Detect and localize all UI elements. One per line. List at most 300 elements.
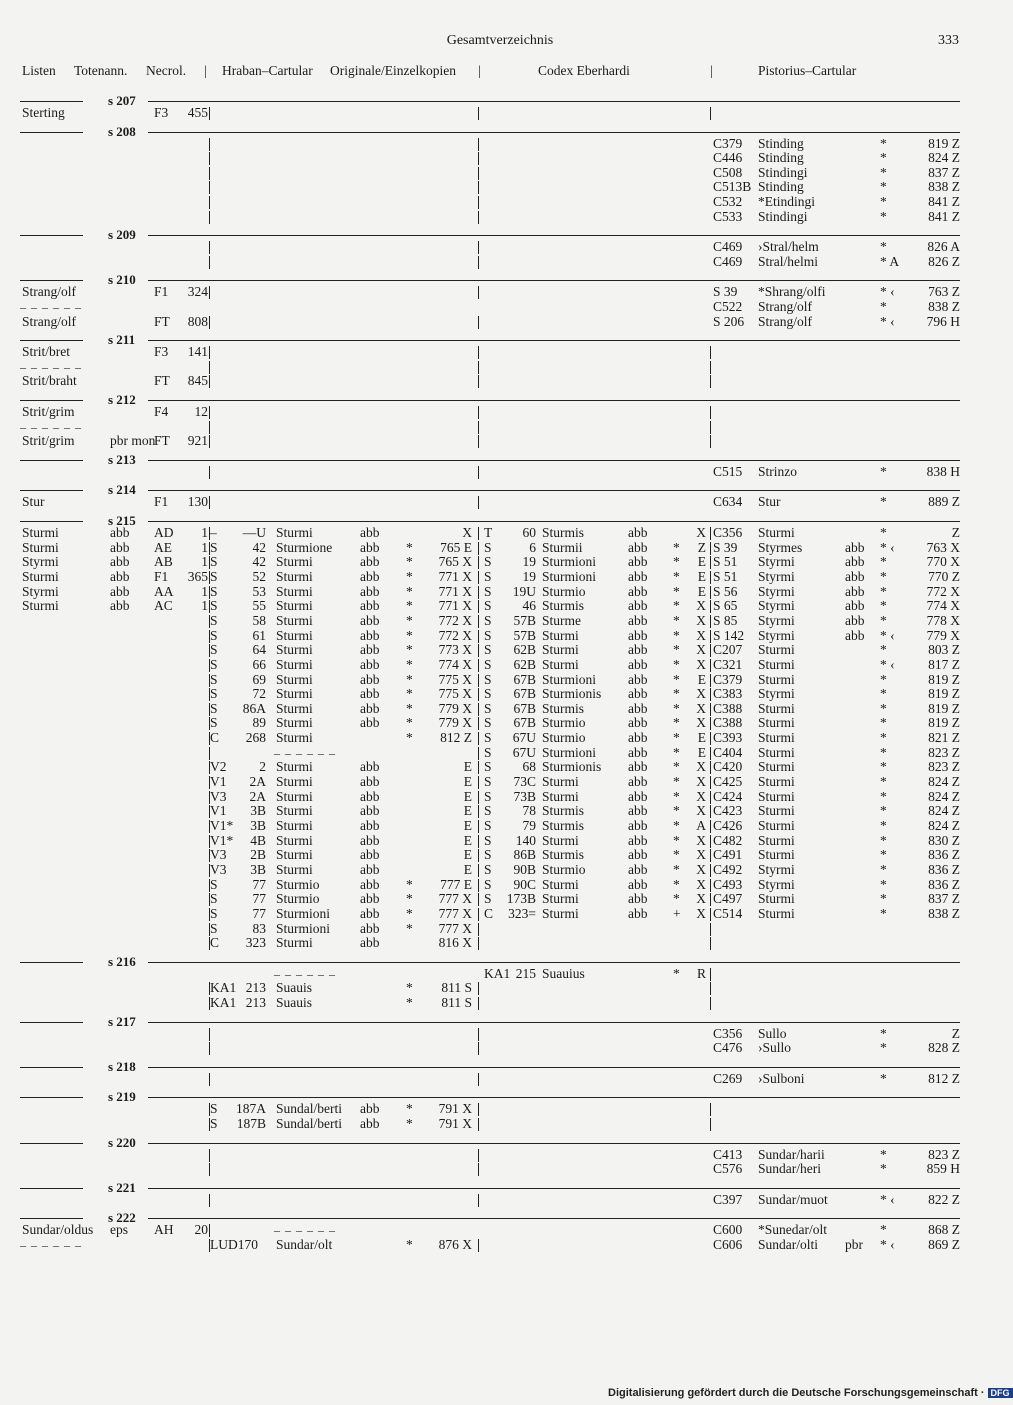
column-separator bbox=[209, 791, 210, 804]
hraban-name: Sturmi bbox=[276, 612, 313, 628]
eberhardi-qualifier: abb bbox=[628, 818, 648, 833]
column-separator bbox=[710, 937, 711, 950]
eberhardi-qualifier: abb bbox=[628, 554, 648, 570]
eberhardi-code: E bbox=[697, 568, 706, 584]
hraban-date: 779 X bbox=[438, 700, 472, 716]
column-separator bbox=[478, 615, 479, 628]
eberhardi-star: * bbox=[673, 598, 680, 614]
column-separator bbox=[478, 908, 479, 921]
table-row bbox=[0, 420, 1000, 434]
divider-dash bbox=[20, 1022, 83, 1023]
pistorius-name: Styrmi bbox=[758, 612, 795, 628]
column-separator bbox=[209, 496, 210, 509]
pistorius-date: 841 Z bbox=[928, 208, 960, 224]
eberhardi-code: X bbox=[696, 700, 706, 716]
hraban-prefix: S bbox=[210, 905, 218, 921]
column-separator bbox=[478, 256, 479, 269]
pistorius-name: Sturmi bbox=[758, 671, 795, 687]
hraban-star: * bbox=[406, 1237, 413, 1253]
eberhardi-prefix: S bbox=[484, 803, 492, 819]
pistorius-date: 763 Z bbox=[928, 284, 960, 300]
hraban-number: 64 bbox=[252, 642, 266, 658]
column-separator bbox=[209, 571, 210, 584]
column-separator bbox=[710, 893, 711, 906]
eberhardi-star: * bbox=[673, 627, 680, 643]
pistorius-name: Stindingi bbox=[758, 208, 808, 224]
column-separator bbox=[710, 406, 711, 419]
eberhardi-star: * bbox=[673, 539, 680, 555]
pistorius-prefix: S 65 bbox=[713, 598, 738, 614]
column-header: Listen bbox=[22, 63, 56, 78]
pistorius-date: 817 Z bbox=[928, 656, 960, 672]
pistorius-prefix: S 142 bbox=[713, 627, 745, 643]
pistorius-date: 779 X bbox=[926, 627, 960, 643]
table-row bbox=[0, 495, 1000, 509]
hraban-date: 812 Z bbox=[440, 730, 472, 746]
column-separator bbox=[209, 835, 210, 848]
column-separator bbox=[478, 732, 479, 745]
section-label: s 209 bbox=[108, 227, 136, 243]
hraban-qualifier: abb bbox=[360, 861, 380, 877]
eberhardi-star: * bbox=[673, 891, 680, 907]
column-separator bbox=[209, 747, 210, 760]
necrol-code: F1 bbox=[154, 568, 169, 584]
eberhardi-prefix: S bbox=[484, 788, 492, 804]
column-separator bbox=[478, 466, 479, 479]
necrol-code: F4 bbox=[154, 404, 169, 419]
divider-dash bbox=[20, 1097, 83, 1098]
pistorius-star: * bbox=[880, 194, 887, 209]
section-label: s 219 bbox=[108, 1089, 136, 1105]
pistorius-date: 826 Z bbox=[928, 253, 960, 269]
pistorius-prefix: C497 bbox=[713, 891, 743, 907]
eberhardi-code: E bbox=[697, 554, 706, 570]
divider-line bbox=[148, 400, 960, 401]
table-row bbox=[0, 996, 1000, 1010]
column-separator bbox=[478, 923, 479, 936]
divider-dash bbox=[20, 1067, 83, 1068]
pistorius-date: 819 Z bbox=[928, 700, 960, 716]
necrol-number: 365 bbox=[187, 568, 208, 584]
hraban-name: Sturmi bbox=[276, 847, 313, 863]
table-row bbox=[0, 434, 1000, 448]
table-row bbox=[0, 1162, 1000, 1176]
hraban-name: Sturmi bbox=[276, 730, 313, 746]
pistorius-date: 823 Z bbox=[928, 1146, 960, 1162]
footer-credit bbox=[608, 1387, 1013, 1399]
hraban-prefix: S bbox=[210, 700, 218, 716]
pistorius-name: Styrmi bbox=[758, 583, 795, 599]
pistorius-star: * bbox=[880, 730, 887, 746]
listen-name: Sterting bbox=[22, 105, 65, 120]
hraban-name: Sturmi bbox=[276, 671, 313, 687]
hraban-date: E bbox=[463, 788, 472, 804]
column-separator bbox=[478, 1073, 479, 1086]
column-separator bbox=[710, 879, 711, 892]
pistorius-name: Styrmi bbox=[758, 876, 795, 892]
divider-dash bbox=[20, 400, 83, 401]
hraban-date: 779 X bbox=[438, 715, 472, 731]
divider-line bbox=[148, 490, 960, 491]
hraban-name: Sturmi bbox=[276, 598, 313, 614]
hraban-name: Suauis bbox=[276, 995, 313, 1011]
eberhardi-prefix: C bbox=[484, 905, 494, 921]
divider-line bbox=[148, 235, 960, 236]
hraban-date: 771 X bbox=[438, 583, 472, 599]
hraban-qualifier: abb bbox=[360, 598, 380, 614]
table-row bbox=[0, 255, 1000, 269]
column-separator bbox=[209, 1149, 210, 1162]
pistorius-date: 770 Z bbox=[928, 568, 960, 584]
column-separator bbox=[478, 286, 479, 299]
eberhardi-star: * bbox=[673, 642, 680, 658]
eberhardi-qualifier: abb bbox=[628, 832, 648, 848]
pistorius-star: * bbox=[880, 715, 887, 731]
eberhardi-number: 73C bbox=[513, 774, 536, 790]
hraban-star: * bbox=[406, 905, 413, 921]
divider-dash bbox=[20, 962, 83, 963]
pistorius-star: * bbox=[880, 847, 887, 863]
pistorius-star: * bbox=[880, 818, 887, 833]
pistorius-name: Styrmi bbox=[758, 627, 795, 643]
eberhardi-number: 79 bbox=[522, 818, 536, 833]
eberhardi-code: E bbox=[697, 744, 706, 760]
column-separator bbox=[710, 982, 711, 995]
pistorius-name: Stinding bbox=[758, 135, 804, 151]
pistorius-prefix: C446 bbox=[713, 150, 743, 166]
section-label: s 220 bbox=[108, 1134, 136, 1150]
column-separator bbox=[478, 1103, 479, 1116]
column-separator bbox=[209, 923, 210, 936]
hraban-qualifier: abb bbox=[360, 700, 380, 716]
hraban-date: E bbox=[463, 803, 472, 819]
column-separator bbox=[478, 542, 479, 555]
totenann: abb bbox=[110, 598, 130, 614]
column-separator bbox=[209, 586, 210, 599]
eberhardi-star: * bbox=[673, 671, 680, 687]
hraban-prefix: V3 bbox=[210, 861, 227, 877]
hraban-qualifier: abb bbox=[360, 627, 380, 643]
section-label: s 215 bbox=[108, 513, 136, 528]
column-separator bbox=[209, 181, 210, 194]
eberhardi-name: Sturmis bbox=[542, 525, 585, 540]
eberhardi-star: * bbox=[673, 686, 680, 702]
column-separator bbox=[710, 674, 711, 687]
necrol-code: AC bbox=[154, 598, 173, 614]
column-separator bbox=[478, 688, 479, 701]
pistorius-name: Sturmi bbox=[758, 715, 795, 731]
column-separator bbox=[710, 864, 711, 877]
eberhardi-code: Z bbox=[697, 539, 706, 555]
hraban-number: 2A bbox=[249, 774, 266, 790]
eberhardi-name: Sturmi bbox=[542, 905, 579, 921]
pistorius-name: Sturmi bbox=[758, 642, 795, 658]
hraban-prefix: S bbox=[210, 920, 218, 936]
column-separator bbox=[478, 167, 479, 180]
pistorius-name: Sturmi bbox=[758, 759, 795, 775]
listen-name: Styrmi bbox=[22, 554, 59, 570]
divider-dash bbox=[20, 1218, 83, 1219]
hraban-date: 811 S bbox=[441, 980, 472, 996]
necrol-code: AH bbox=[154, 1222, 174, 1238]
table-row bbox=[0, 614, 1000, 628]
eberhardi-number: 140 bbox=[515, 832, 536, 848]
column-separator bbox=[478, 152, 479, 165]
table-row bbox=[0, 1117, 1000, 1131]
pistorius-date: 837 Z bbox=[928, 164, 960, 180]
divider-dash bbox=[20, 101, 83, 102]
eberhardi-number: 86B bbox=[513, 847, 536, 863]
table-row bbox=[0, 673, 1000, 687]
eberhardi-qualifier: abb bbox=[628, 905, 648, 921]
pistorius-star: * bbox=[880, 1222, 887, 1238]
pistorius-name: Sullo bbox=[758, 1025, 787, 1041]
eberhardi-prefix: S bbox=[484, 554, 492, 570]
table-row bbox=[0, 555, 1000, 569]
hraban-name: Suauis bbox=[276, 980, 313, 996]
eberhardi-qualifier: abb bbox=[628, 730, 648, 746]
pistorius-date: 824 Z bbox=[928, 803, 960, 819]
pistorius-date: 763 X bbox=[926, 539, 960, 555]
column-separator bbox=[209, 466, 210, 479]
column-separator bbox=[209, 196, 210, 209]
hraban-prefix: V1* bbox=[210, 832, 234, 848]
eberhardi-code: X bbox=[696, 891, 706, 907]
pistorius-date: 823 Z bbox=[928, 759, 960, 775]
table-row bbox=[0, 106, 1000, 120]
column-separator bbox=[710, 556, 711, 569]
hraban-name: Sturmi bbox=[276, 583, 313, 599]
eberhardi-number: 67B bbox=[513, 715, 536, 731]
eberhardi-prefix: S bbox=[484, 730, 492, 746]
eberhardi-name: Suauius bbox=[542, 965, 585, 981]
column-separator bbox=[209, 849, 210, 862]
column-separator bbox=[478, 107, 479, 120]
eberhardi-number: 323= bbox=[508, 905, 536, 921]
column-separator bbox=[478, 361, 479, 374]
pistorius-date: 838 Z bbox=[928, 905, 960, 921]
eberhardi-qualifier: abb bbox=[628, 539, 648, 555]
pistorius-name: Sundar/olti bbox=[758, 1237, 818, 1253]
necrol-code: AB bbox=[154, 554, 173, 570]
eberhardi-number: 67U bbox=[512, 744, 536, 760]
hraban-name: Sturmi bbox=[276, 656, 313, 672]
column-separator bbox=[209, 659, 210, 672]
pistorius-star: * bbox=[880, 463, 887, 479]
eberhardi-code: A bbox=[696, 818, 706, 833]
listen-name: Styrmi bbox=[22, 583, 59, 599]
eberhardi-qualifier: abb bbox=[628, 744, 648, 760]
hraban-star: * bbox=[406, 1101, 413, 1117]
section-label: s 221 bbox=[108, 1179, 136, 1195]
dash-separator: – – – – – – bbox=[20, 1238, 82, 1253]
pistorius-date: 823 Z bbox=[928, 744, 960, 760]
column-separator bbox=[209, 435, 210, 448]
eberhardi-prefix: S bbox=[484, 861, 492, 877]
hraban-qualifier: abb bbox=[360, 905, 380, 921]
hraban-star: * bbox=[406, 671, 413, 687]
column-separator bbox=[710, 375, 711, 388]
pistorius-date: 838 Z bbox=[928, 299, 960, 314]
eberhardi-prefix: S bbox=[484, 686, 492, 702]
pistorius-name: Sturmi bbox=[758, 656, 795, 672]
column-separator bbox=[209, 1194, 210, 1207]
column-separator bbox=[478, 820, 479, 833]
eberhardi-star: * bbox=[673, 656, 680, 672]
totenann: eps bbox=[110, 1222, 128, 1238]
eberhardi-prefix: KA1 bbox=[484, 965, 511, 981]
totenann: abb bbox=[110, 539, 130, 555]
table-row bbox=[0, 599, 1000, 613]
eberhardi-code: X bbox=[696, 656, 706, 672]
hraban-number: 42 bbox=[252, 539, 266, 555]
column-separator bbox=[478, 644, 479, 657]
section-label: s 210 bbox=[108, 272, 136, 288]
column-separator bbox=[209, 152, 210, 165]
column-separator bbox=[710, 761, 711, 774]
eberhardi-star: * bbox=[673, 803, 680, 819]
hraban-prefix: S bbox=[210, 554, 218, 570]
hraban-qualifier: abb bbox=[360, 920, 380, 936]
eberhardi-name: Sturmi bbox=[542, 876, 579, 892]
table-row bbox=[0, 360, 1000, 374]
pistorius-qualifier: abb bbox=[845, 627, 865, 643]
eberhardi-prefix: S bbox=[484, 656, 492, 672]
necrol-number: 1 bbox=[201, 525, 208, 540]
eberhardi-name: Sturmi bbox=[542, 642, 579, 658]
column-separator bbox=[710, 820, 711, 833]
listen-name: Strang/olf bbox=[22, 284, 76, 300]
hraban-number: 2 bbox=[259, 759, 266, 775]
pistorius-date: 824 Z bbox=[928, 788, 960, 804]
eberhardi-prefix: S bbox=[484, 818, 492, 833]
hraban-date: E bbox=[463, 832, 472, 848]
column-separator bbox=[710, 644, 711, 657]
column-headers bbox=[0, 63, 1000, 81]
column-separator bbox=[209, 776, 210, 789]
column-separator bbox=[710, 997, 711, 1010]
column-separator bbox=[209, 864, 210, 877]
column-separator bbox=[478, 375, 479, 388]
totenann: abb bbox=[110, 568, 130, 584]
hraban-star: * bbox=[406, 876, 413, 892]
pistorius-prefix: S 39 bbox=[713, 539, 738, 555]
column-separator bbox=[209, 375, 210, 388]
eberhardi-star: * bbox=[673, 700, 680, 716]
pistorius-date: 859 H bbox=[926, 1161, 960, 1177]
column-separator bbox=[710, 805, 711, 818]
necrol-number: 20 bbox=[194, 1222, 208, 1238]
eberhardi-qualifier: abb bbox=[628, 715, 648, 731]
eberhardi-code: X bbox=[696, 905, 706, 921]
divider-dash bbox=[20, 132, 83, 133]
eberhardi-code: E bbox=[697, 583, 706, 599]
hraban-number: 77 bbox=[252, 905, 266, 921]
pistorius-star: * ‹ bbox=[880, 627, 895, 643]
pistorius-prefix: C397 bbox=[713, 1191, 743, 1207]
pistorius-prefix: C404 bbox=[713, 744, 743, 760]
pistorius-qualifier: abb bbox=[845, 554, 865, 570]
eberhardi-name: Sturmio bbox=[542, 861, 586, 877]
column-separator bbox=[209, 1028, 210, 1041]
hraban-star: * bbox=[406, 539, 413, 555]
hraban-qualifier: abb bbox=[360, 803, 380, 819]
eberhardi-code: X bbox=[696, 847, 706, 863]
necrol-number: 845 bbox=[187, 373, 208, 389]
hraban-number: 58 bbox=[252, 612, 266, 628]
eberhardi-star: * bbox=[673, 818, 680, 833]
column-separator bbox=[710, 849, 711, 862]
necrol-code: F3 bbox=[154, 344, 169, 360]
table-row bbox=[0, 405, 1000, 419]
hraban-qualifier: abb bbox=[360, 876, 380, 892]
pistorius-star: * bbox=[880, 164, 887, 180]
column-separator bbox=[209, 688, 210, 701]
pistorius-prefix: C424 bbox=[713, 788, 743, 804]
eberhardi-name: Sturmi bbox=[542, 656, 579, 672]
hraban-date: E bbox=[463, 818, 472, 833]
section-label: s 217 bbox=[108, 1013, 136, 1029]
hraban-name: Sturmio bbox=[276, 876, 320, 892]
hraban-date: E bbox=[463, 774, 472, 790]
hraban-prefix: S bbox=[210, 612, 218, 628]
pistorius-star: * bbox=[880, 832, 887, 848]
column-header: Necrol. bbox=[146, 63, 187, 78]
eberhardi-name: Sturmi bbox=[542, 774, 579, 790]
column-separator bbox=[478, 761, 479, 774]
hraban-date: 777 X bbox=[438, 891, 472, 907]
table-row bbox=[0, 907, 1000, 921]
necrol-code: F1 bbox=[154, 494, 169, 510]
column-separator bbox=[209, 674, 210, 687]
hraban-qualifier: abb bbox=[360, 656, 380, 672]
hraban-star: * bbox=[406, 995, 413, 1011]
column-separator bbox=[710, 732, 711, 745]
necrol-number: 1 bbox=[201, 539, 208, 555]
hraban-date: 775 X bbox=[438, 686, 472, 702]
hraban-date: 791 X bbox=[438, 1116, 472, 1132]
eberhardi-number: 90C bbox=[513, 876, 536, 892]
necrol-code: F1 bbox=[154, 284, 169, 300]
eberhardi-qualifier: abb bbox=[628, 525, 648, 540]
eberhardi-star: * bbox=[673, 832, 680, 848]
hraban-name: Sturmi bbox=[276, 774, 313, 790]
divider-dash bbox=[20, 521, 83, 522]
table-row bbox=[0, 1102, 1000, 1116]
pistorius-star: * bbox=[880, 861, 887, 877]
column-separator bbox=[710, 776, 711, 789]
eberhardi-code: X bbox=[696, 686, 706, 702]
column-separator bbox=[209, 556, 210, 569]
hraban-number: 187B bbox=[236, 1116, 266, 1132]
divider-dash bbox=[20, 1143, 83, 1144]
table-row bbox=[0, 819, 1000, 833]
column-separator bbox=[478, 776, 479, 789]
hraban-qualifier: abb bbox=[360, 847, 380, 863]
column-separator bbox=[710, 361, 711, 374]
hraban-star: * bbox=[406, 920, 413, 936]
column-separator bbox=[478, 864, 479, 877]
eberhardi-number: 67U bbox=[512, 730, 536, 746]
pistorius-star: * bbox=[880, 494, 887, 510]
eberhardi-number: 73B bbox=[513, 788, 536, 804]
hraban-name: Sturmi bbox=[276, 568, 313, 584]
hraban-date: 876 X bbox=[438, 1237, 472, 1253]
pistorius-prefix: C388 bbox=[713, 700, 743, 716]
column-separator bbox=[478, 1028, 479, 1041]
hraban-name: Sturmi bbox=[276, 525, 313, 540]
table-row bbox=[0, 967, 1000, 981]
